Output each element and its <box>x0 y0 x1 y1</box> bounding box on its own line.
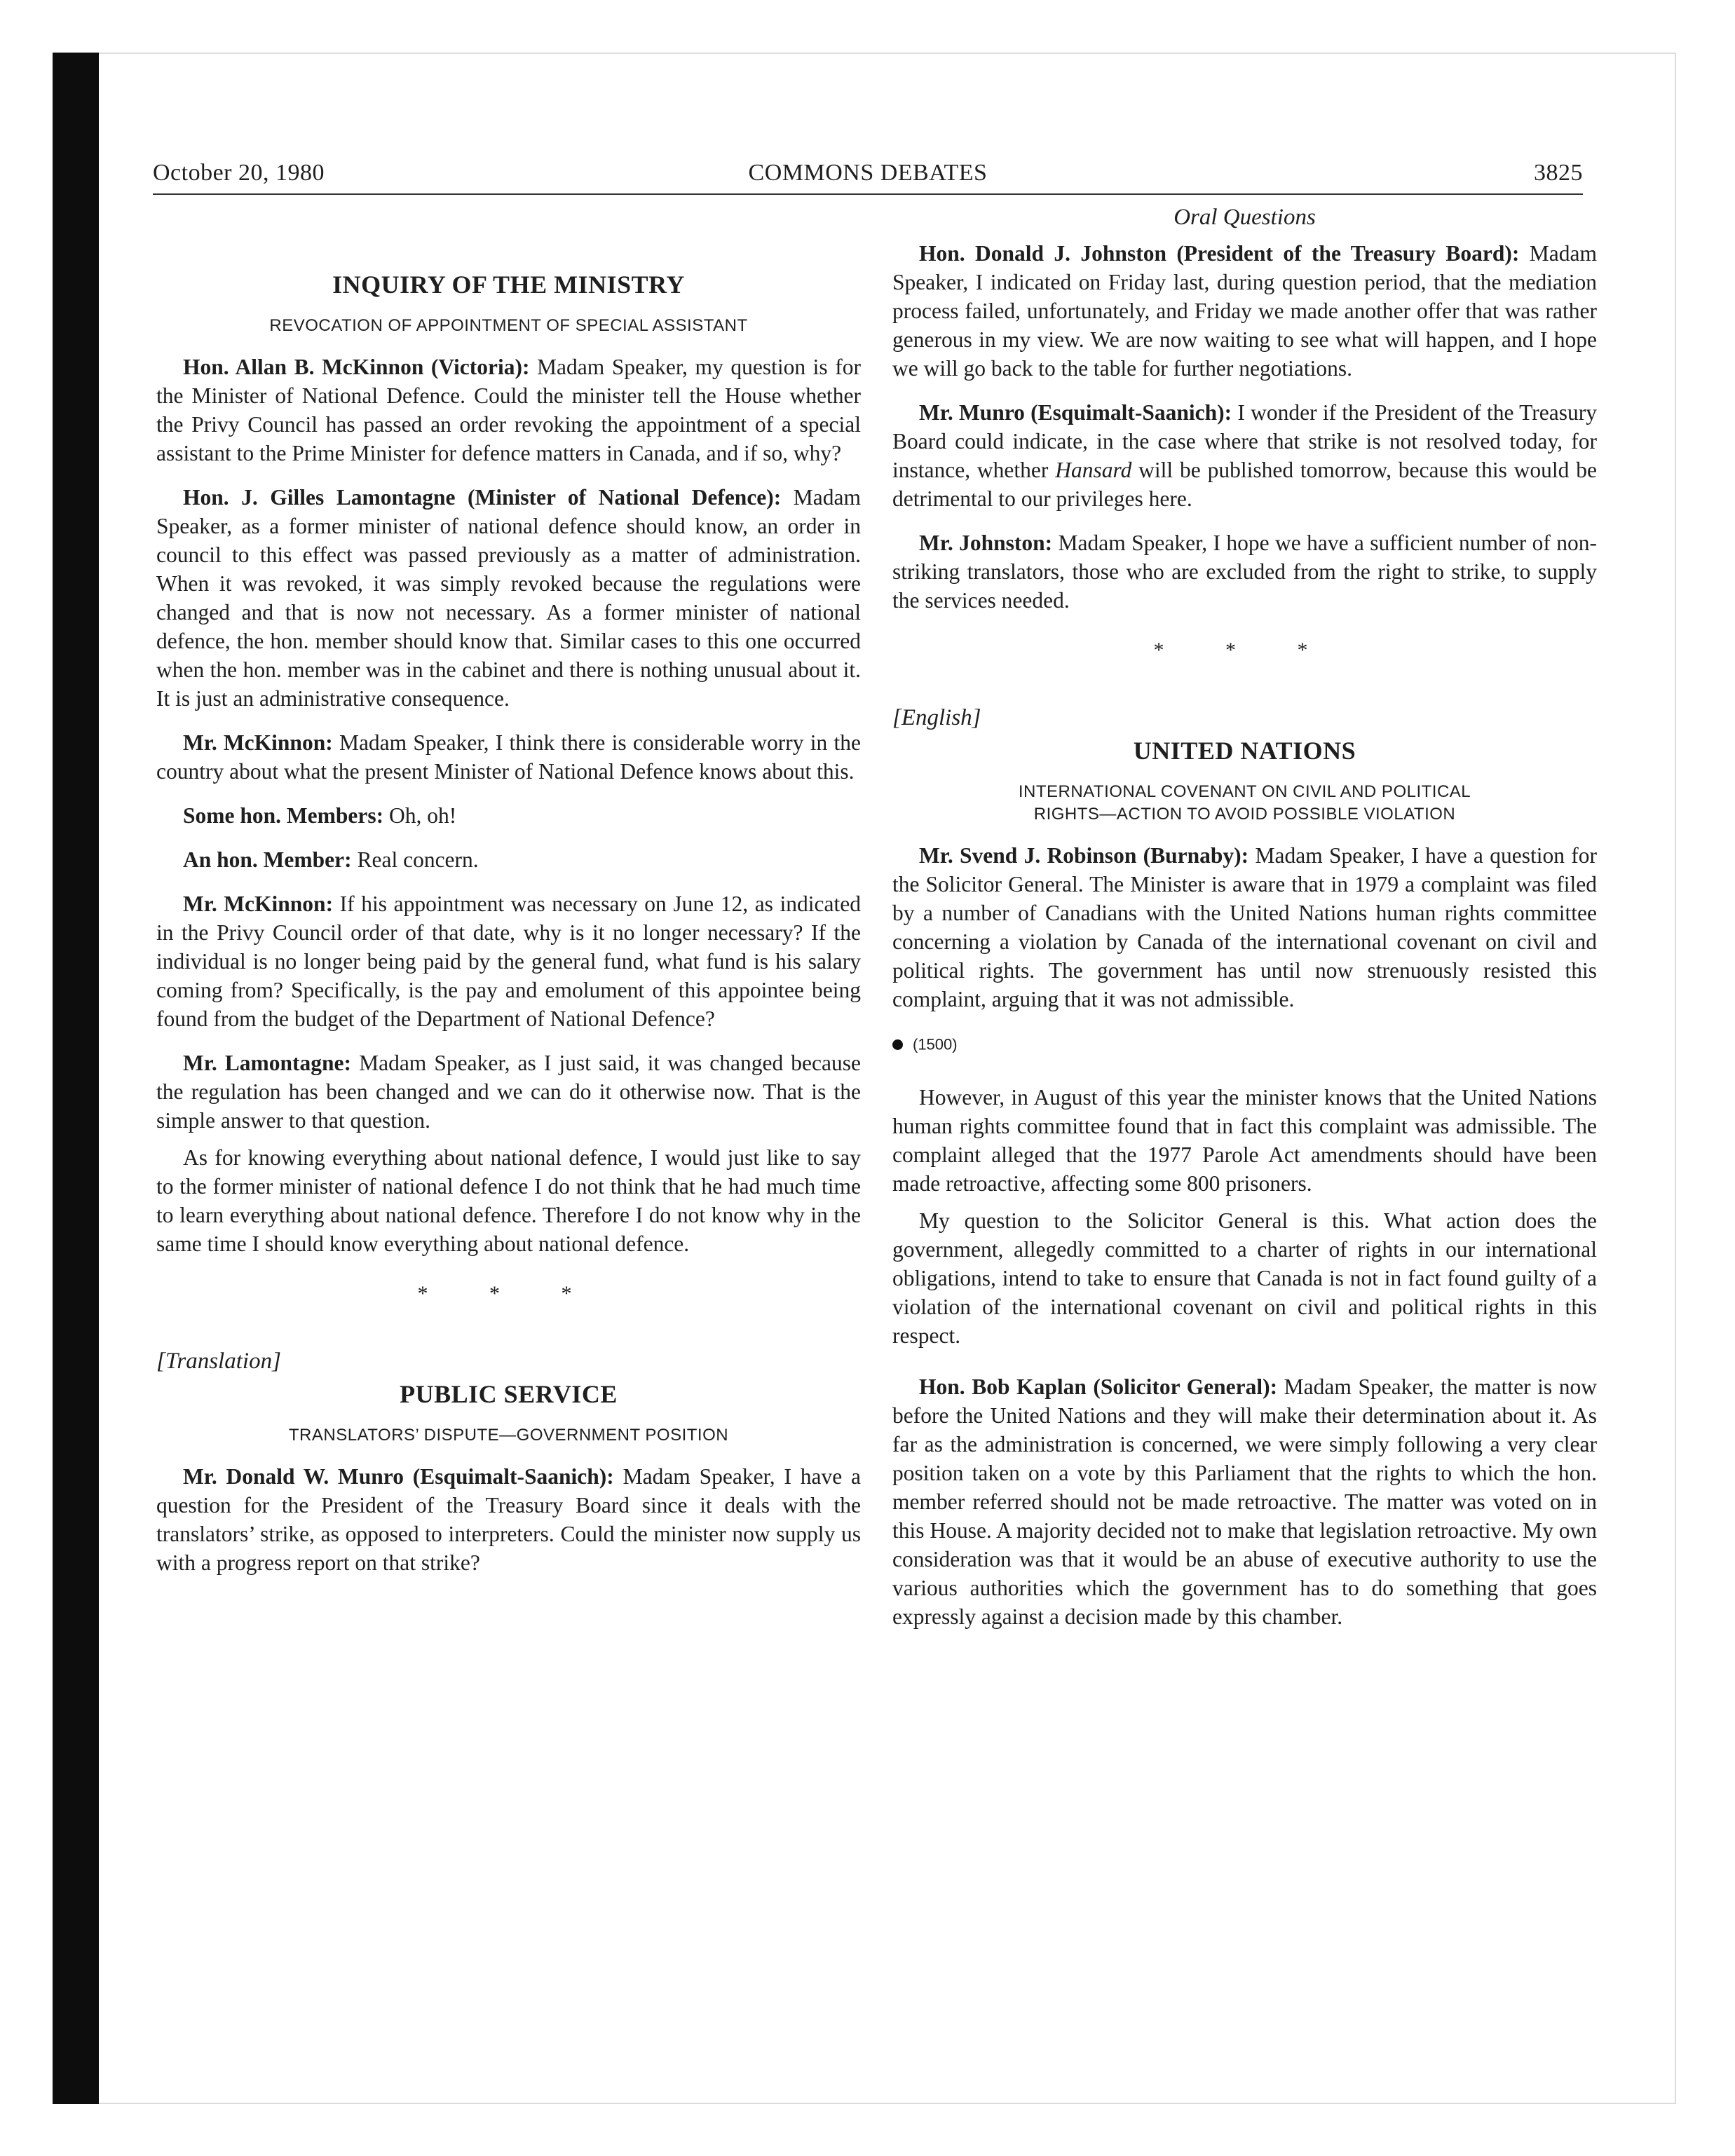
speech-robinson-3: My question to the Solicitor General is this. What action does the government, allegedly committed to a charter of rights in our international obligations, intend to take to ensure that Canada is not in fact found guilty of a violation of the international covenant on civil and political rights in this respect. <box>892 1208 1597 1348</box>
speaker-name: Mr. McKinnon: <box>183 730 333 755</box>
right-column <box>892 203 1597 1646</box>
time-stamp: (1500) <box>913 1035 958 1053</box>
speaker-name: Hon. J. Gilles Lamontagne (Minister of National Defence): <box>183 485 782 510</box>
header-title: COMMONS DEBATES <box>748 160 988 186</box>
speech-munro-1 <box>156 1462 861 1577</box>
speech-mckinnon-3 <box>156 889 861 1033</box>
speech-text: Real concern. <box>351 847 479 872</box>
subheading-line: RIGHTS—ACTION TO AVOID POSSIBLE VIOLATION <box>1033 805 1456 824</box>
header-date: October 20, 1980 <box>153 160 325 186</box>
running-head <box>153 160 1583 193</box>
speech-text: Madam Speaker, the matter is now before the United Nations and they will make their determination about it. As far as the administration is concerned, we were simply following a very clear position taken on a vote by this Parliament that the rights to which the hon. member referred should not be made retroactive. The matter was voted on in this House. A majority decided not to make that legislation retroactive. My own consideration was that it would be an abuse of executive authority to use the various authorities which the government has to do something that goes expressly against a decision made by this chamber. <box>892 1374 1597 1629</box>
speaker-name: Hon. Donald J. Johnston (President of the Treasury Board): <box>919 241 1520 266</box>
interjection-members <box>156 801 861 830</box>
speaker-name: Some hon. Members: <box>183 803 384 828</box>
time-marker <box>892 1029 1597 1059</box>
bullet-dot-icon <box>892 1039 903 1050</box>
speech-robinson-1 <box>892 841 1597 1014</box>
page-border-right <box>1675 53 1676 2104</box>
speech-text: Madam Speaker, I indicated on Friday last, during question period, that the mediation process failed, unfortunately, and Friday we made another offer that was rather generous in my view. We are now waiting to see what will happen, and I hope we will go back to the table for further negotiations. <box>892 241 1597 381</box>
section-heading-united-nations: UNITED NATIONS <box>1133 737 1356 765</box>
speech-lamontagne-1 <box>156 483 861 713</box>
speech-text: Madam Speaker, I think there is considerable worry in the country about what the present Minister of National Defence knows about this. <box>156 730 861 784</box>
language-tag: [Translation] <box>156 1349 281 1374</box>
subheading-revocation: REVOCATION OF APPOINTMENT OF SPECIAL ASSISTANT <box>269 316 748 335</box>
speech-lamontagne-2 <box>156 1049 861 1135</box>
page-number: 3825 <box>1534 160 1583 186</box>
speech-text: Madam Speaker, my question is for the Minister of National Defence. Could the minister tell the House whether the Privy Council has passed an order revoking the appointment of a special assistant to the Prime Minister for defence matters in Canada, and if so, why? <box>156 355 862 465</box>
left-column <box>156 203 861 1592</box>
page-border-top <box>99 53 1676 54</box>
interjection-member <box>156 845 861 874</box>
hansard-title: Hansard <box>1055 458 1132 482</box>
speech-johnston-2 <box>892 528 1597 615</box>
speech-text: Madam Speaker, I hope we have a sufficient number of non-striking translators, those who are excluded from the right to strike, to supply the services needed. <box>892 531 1597 613</box>
speech-text: I wonder if the President of the Treasury Board could indicate, in the case where that strike is not resolved today, for instance, whether <box>892 400 1597 482</box>
speech-mckinnon-1 <box>156 353 861 468</box>
speaker-name: Mr. McKinnon: <box>183 892 334 916</box>
speech-munro-2 <box>892 398 1597 513</box>
speaker-name: Mr. Lamontagne: <box>183 1051 352 1075</box>
speaker-name: Mr. Svend J. Robinson (Burnaby): <box>919 843 1249 868</box>
speaker-name: Hon. Allan B. McKinnon (Victoria): <box>183 355 530 379</box>
speaker-name: Mr. Munro (Esquimalt-Saanich): <box>919 400 1232 425</box>
speech-text: Oh, oh! <box>383 803 457 828</box>
subheading-translators: TRANSLATORS’ DISPUTE—GOVERNMENT POSITION <box>288 1426 729 1445</box>
speech-text: If his appointment was necessary on June 12, as indicated in the Privy Council order of that date, why is it no longer necessary? If the individual is no longer being paid by the general fund, what fund is his salary coming from? Specifically, is the pay and emolument of this appointee being found from the budget of the Department of National Defence? <box>156 892 861 1031</box>
language-tag: [English] <box>892 705 981 730</box>
speech-text: Madam Speaker, as I just said, it was changed because the regulation has been changed and we can do it otherwise now. That is the simple answer to that question. <box>156 1051 861 1133</box>
speech-text: Madam Speaker, I have a question for the Solicitor General. The Minister is aware that in 1979 a complaint was filed by a number of Canadians with the United Nations human rights committee concerning a violation by Canada of the international covenant on civil and political rights. The government has until now strenuously resisted this complaint, arguing that it was not admissible. <box>892 843 1597 1011</box>
speech-text: will be published tomorrow, because this would be detrimental to our privileges here. <box>892 458 1597 511</box>
speech-text: Madam Speaker, I have a question for the President of the Treasury Board since it deals with the translators’ strike, as opposed to interpreters. Could the minister now supply us with a progress report on that strike? <box>156 1464 861 1575</box>
page-border-bottom <box>99 2103 1676 2104</box>
header-rule <box>153 193 1583 195</box>
speaker-name: An hon. Member: <box>183 847 352 872</box>
speaker-name: Hon. Bob Kaplan (Solicitor General): <box>919 1374 1278 1399</box>
speaker-name: Mr. Johnston: <box>919 531 1053 555</box>
subheading-line: INTERNATIONAL COVENANT ON CIVIL AND POLITICAL <box>1018 782 1471 801</box>
subheading-covenant <box>892 781 1597 826</box>
speech-text: Madam Speaker, as a former minister of national defence should know, an order in council to this effect was passed previously as a matter of administration. When it was revoked, it was simply revoked because the regulations were changed and that is now not necessary. As a former minister of national defence, the hon. member should know that. Similar cases to this one occurred when the hon. member was in the cabinet and there is nothing unusual about it. It is just an administrative consequence. <box>156 485 861 711</box>
section-separator: * * * <box>1153 639 1336 662</box>
speech-kaplan-1 <box>892 1372 1597 1631</box>
speaker-name: Mr. Donald W. Munro (Esquimalt-Saanich): <box>183 1464 614 1489</box>
oral-questions-title: Oral Questions <box>1173 205 1316 230</box>
speech-lamontagne-3: As for knowing everything about national defence, I would just like to say to the former minister of national defence I do not think that he had much time to learn everything about national defence. Therefore I do not know why in the same time I should know everything about national defence. <box>156 1145 861 1256</box>
section-heading-public-service: PUBLIC SERVICE <box>400 1380 618 1408</box>
scan-edge-bar <box>53 53 99 2104</box>
section-heading-inquiry: INQUIRY OF THE MINISTRY <box>332 271 685 299</box>
speech-mckinnon-2 <box>156 728 861 786</box>
speech-johnston-1 <box>892 239 1597 383</box>
speech-robinson-2: However, in August of this year the minister knows that the United Nations human rights committee found that in fact this complaint was admissible. The complaint alleged that the 1977 Parole Act amendments should have been made retroactive, affecting some 800 prisoners. <box>892 1084 1597 1196</box>
section-separator: * * * <box>417 1282 600 1305</box>
